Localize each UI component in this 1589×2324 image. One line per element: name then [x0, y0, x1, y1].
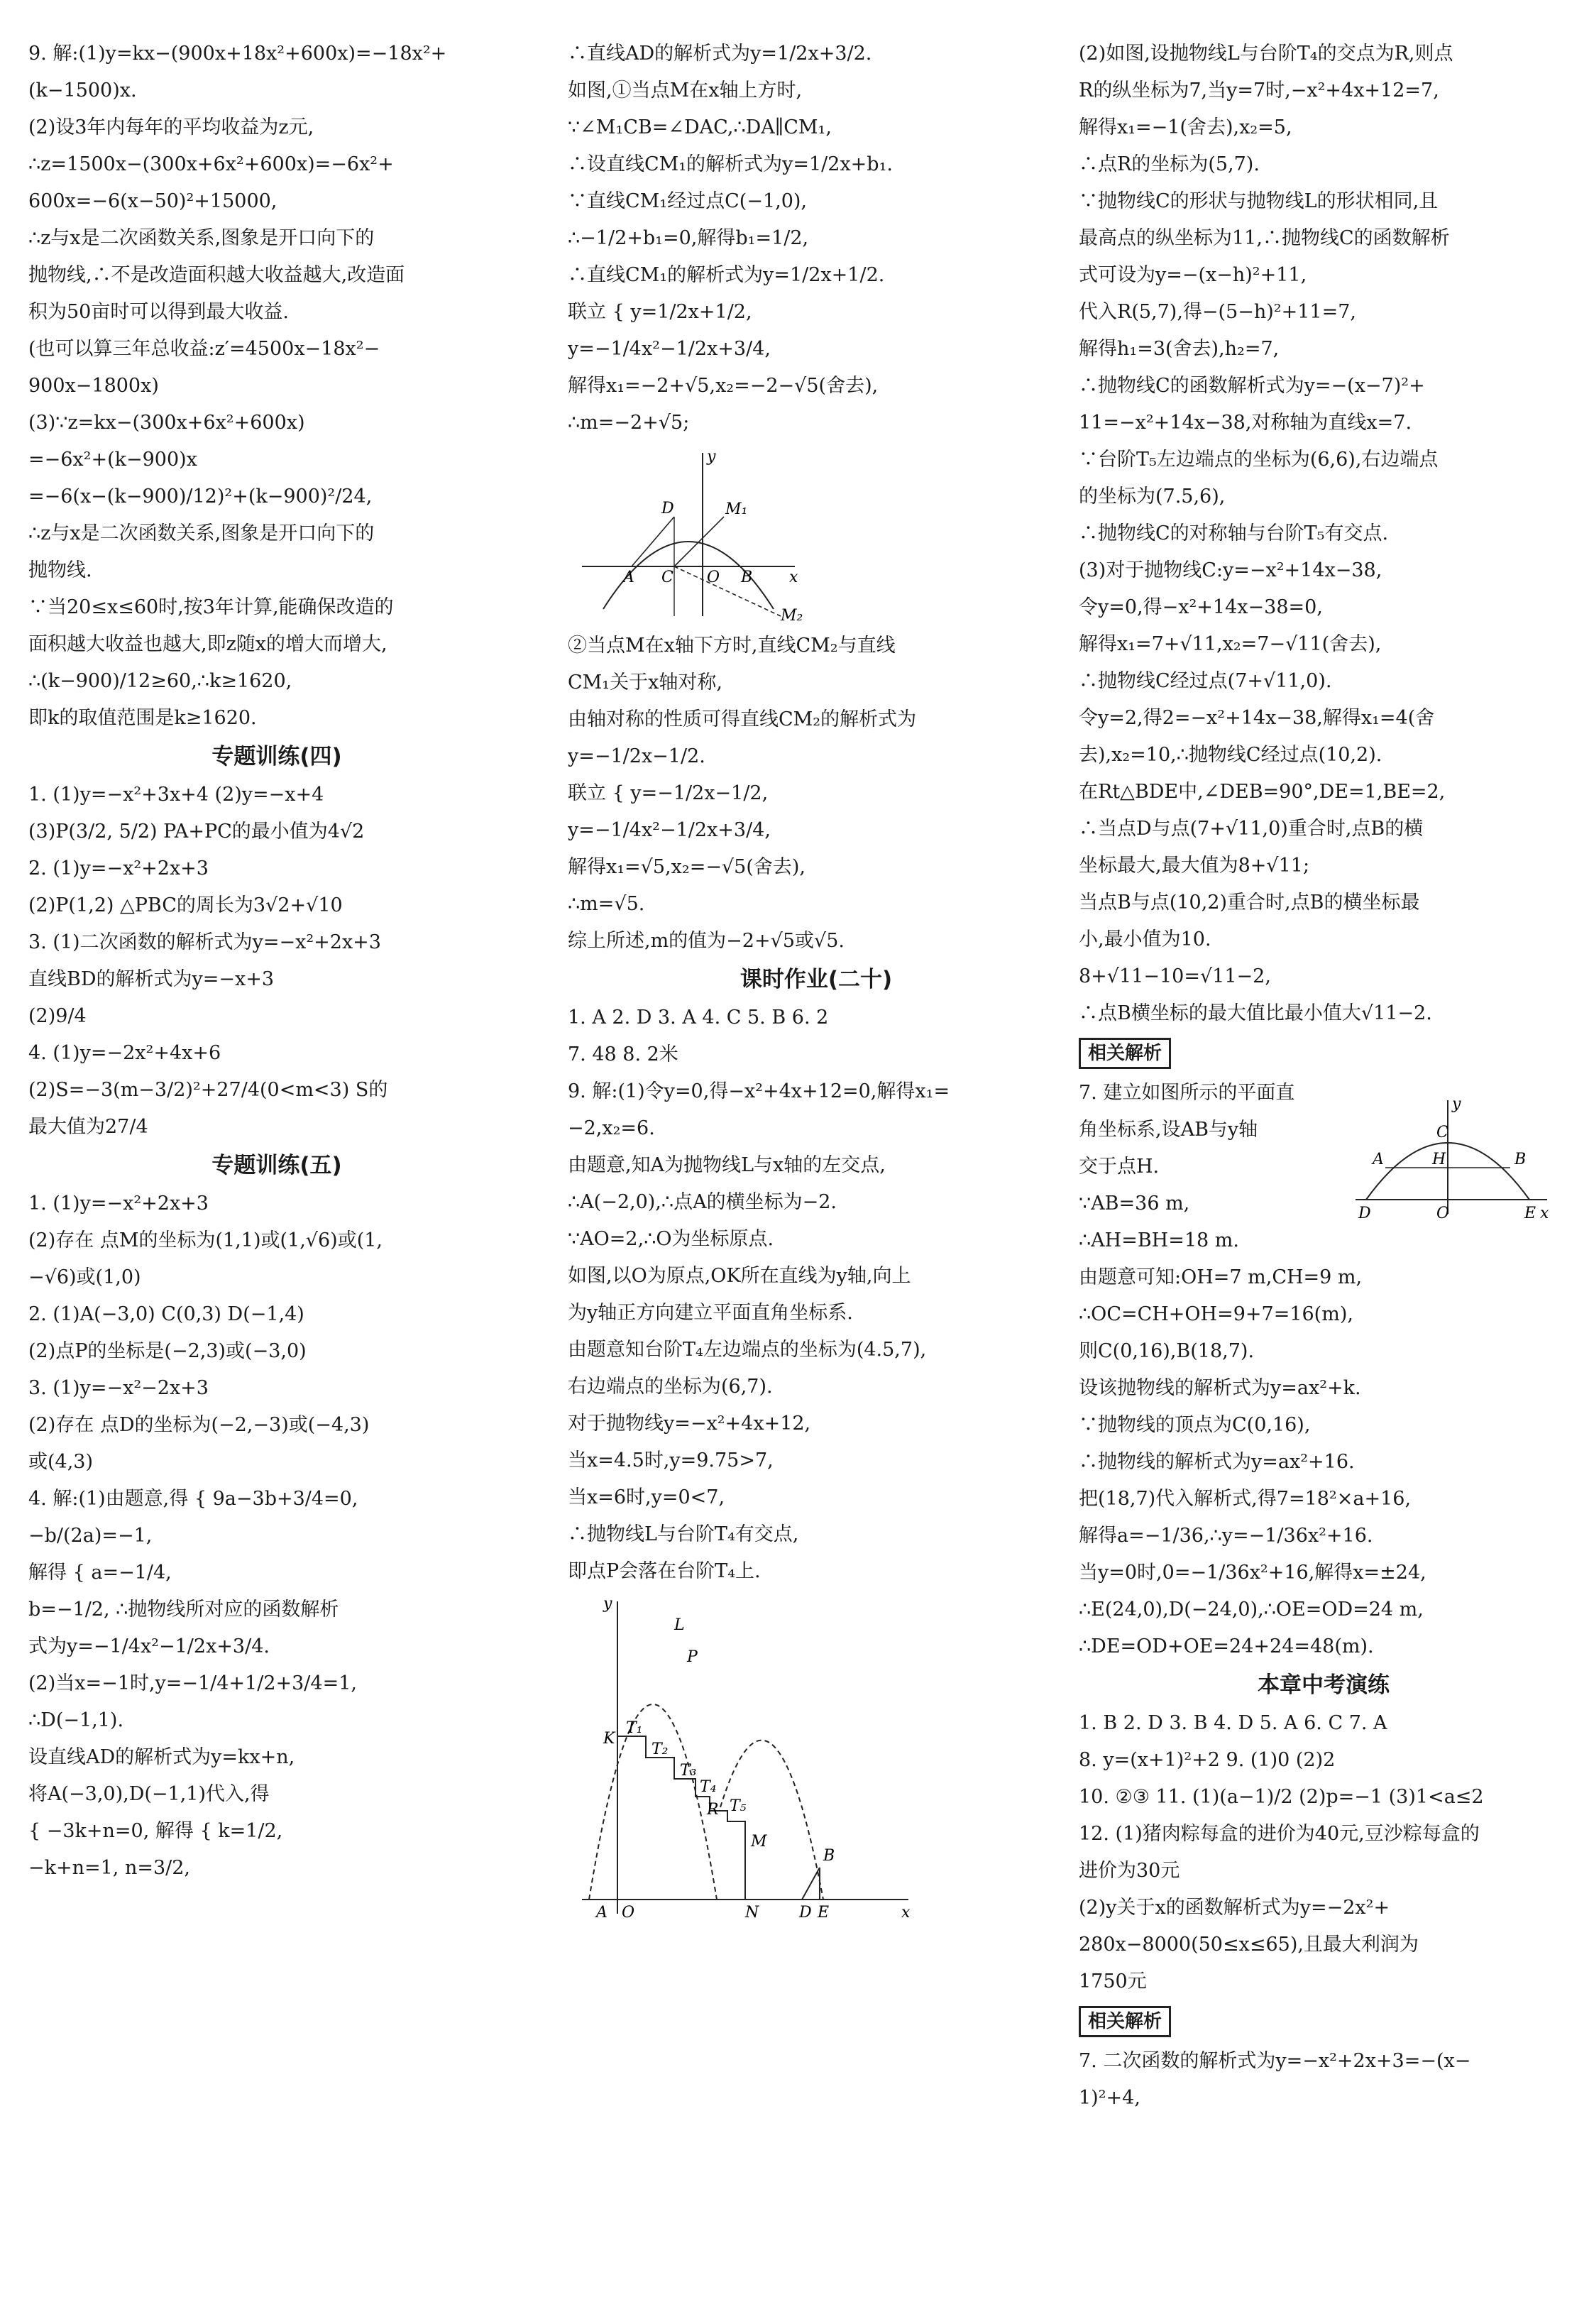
- text-line: 3. (1)y=−x²−2x+3: [28, 1377, 209, 1399]
- section-heading: 本章中考演练: [1258, 1672, 1390, 1698]
- text-line: −2,x₂=6.: [568, 1117, 655, 1139]
- point-o-label: O: [1436, 1205, 1450, 1222]
- text-line: 1)²+4,: [1079, 2087, 1140, 2109]
- text-line: (2)S=−3(m−3/2)²+27/4(0<m<3) S的: [28, 1079, 388, 1101]
- text-line: 角坐标系,设AB与y轴: [1079, 1119, 1258, 1141]
- point-o-label: O: [622, 1904, 635, 1921]
- text-line: (2)9/4: [28, 1005, 87, 1027]
- point-d-label: D: [799, 1904, 812, 1921]
- text-line: =−6x²+(k−900)x: [28, 449, 197, 471]
- text-line: 4. 解:(1)由题意,得 { 9a−3b+3/4=0,: [28, 1488, 358, 1510]
- text-line: ∴抛物线C经过点(7+√11,0).: [1079, 670, 1332, 692]
- point-d-label: D: [1358, 1205, 1371, 1222]
- text-line: ∴设直线CM₁的解析式为y=1/2x+b₁.: [568, 153, 893, 175]
- text-line: 1. A 2. D 3. A 4. C 5. B 6. 2: [568, 1007, 829, 1029]
- text-line: 联立 { y=1/2x+1/2,: [568, 301, 752, 323]
- text-line: 面积越大收益也越大,即z随x的增大而增大,: [28, 633, 387, 655]
- text-line: 最高点的纵坐标为11,∴抛物线C的函数解析: [1079, 227, 1450, 249]
- point-p-label: P: [687, 1648, 698, 1666]
- figure-arch: [1348, 1093, 1554, 1228]
- point-e-label: E: [1524, 1205, 1536, 1222]
- step-t2-label: T₂: [651, 1741, 669, 1758]
- step-t4-label: T₄: [700, 1778, 717, 1796]
- text-line: 进价为30元: [1079, 1860, 1180, 1882]
- text-line: −√6)或(1,0): [28, 1266, 141, 1288]
- text-line: 联立 { y=−1/2x−1/2,: [568, 782, 769, 804]
- text-line: ∵∠M₁CB=∠DAC,∴DA∥CM₁,: [568, 116, 832, 138]
- text-line: ∴OC=CH+OH=9+7=16(m),: [1079, 1303, 1353, 1325]
- text-line: ∴z=1500x−(300x+6x²+600x)=−6x²+: [28, 153, 394, 175]
- step-t3-label: T₃: [680, 1762, 697, 1780]
- text-line: 直线BD的解析式为y=−x+3: [28, 968, 275, 990]
- point-a-label: A: [596, 1904, 607, 1921]
- text-line: 1. B 2. D 3. B 4. D 5. A 6. C 7. A: [1079, 1712, 1387, 1734]
- text-line: 在Rt△BDE中,∠DEB=90°,DE=1,BE=2,: [1079, 781, 1446, 803]
- text-line: 交于点H.: [1079, 1156, 1160, 1178]
- point-k-label: K: [603, 1730, 615, 1748]
- text-line: (2)y关于x的函数解析式为y=−2x²+: [1079, 1897, 1390, 1919]
- text-line: 解得x₁=−1(舍去),x₂=5,: [1079, 116, 1292, 138]
- text-line: 由题意知台阶T₄左边端点的坐标为(4.5,7),: [568, 1339, 927, 1361]
- text-line: (2)当x=−1时,y=−1/4+1/2+3/4=1,: [28, 1672, 357, 1694]
- text-line: ∵抛物线C的形状与抛物线L的形状相同,且: [1079, 190, 1439, 212]
- text-line: 7. 48 8. 2米: [568, 1043, 678, 1065]
- text-line: (也可以算三年总收益:z′=4500x−18x²−: [28, 338, 380, 360]
- text-line: 综上所述,m的值为−2+√5或√5.: [568, 930, 845, 952]
- text-line: 将A(−3,0),D(−1,1)代入,得: [28, 1783, 270, 1805]
- text-line: ∴A(−2,0),∴点A的横坐标为−2.: [568, 1191, 837, 1213]
- text-line: 600x=−6(x−50)²+15000,: [28, 190, 277, 212]
- point-c-label: C: [1436, 1124, 1448, 1141]
- text-line: (3)对于抛物线C:y=−x²+14x−38,: [1079, 559, 1382, 581]
- column-left: [28, 35, 525, 1887]
- text-line: ∴z与x是二次函数关系,图象是开口向下的: [28, 522, 375, 544]
- text-line: y=−1/2x−1/2.: [568, 745, 705, 767]
- text-line: (k−1500)x.: [28, 80, 137, 102]
- text-line: 代入R(5,7),得−(5−h)²+11=7,: [1079, 301, 1356, 323]
- text-line: ∴−1/2+b₁=0,解得b₁=1/2,: [568, 227, 809, 249]
- text-line: 则C(0,16),B(18,7).: [1079, 1340, 1255, 1362]
- text-line: 解得x₁=7+√11,x₂=7−√11(舍去),: [1079, 633, 1382, 655]
- text-line: ∴DE=OD+OE=24+24=48(m).: [1079, 1635, 1374, 1657]
- text-line: 小,最小值为10.: [1079, 928, 1211, 950]
- text-line: ∴E(24,0),D(−24,0),∴OE=OD=24 m,: [1079, 1599, 1424, 1621]
- related-analysis-tag: [1079, 1032, 1568, 1075]
- text-line: 或(4,3): [28, 1451, 94, 1473]
- text-line: 设该抛物线的解析式为y=ax²+k.: [1079, 1377, 1361, 1399]
- text-line: 抛物线,∴不是改造面积越大收益越大,改造面: [28, 264, 405, 286]
- axis-y-label: y: [603, 1595, 612, 1613]
- text-line: 式可设为y=−(x−h)²+11,: [1079, 264, 1307, 286]
- tag-label: 相关解析: [1079, 2006, 1171, 2037]
- point-b-label: B: [741, 569, 753, 586]
- text-line: { −3k+n=0, 解得 { k=1/2,: [28, 1820, 283, 1842]
- text-line: 1750元: [1079, 1971, 1147, 1993]
- text-line: =−6(x−(k−900)/12)²+(k−900)²/24,: [28, 486, 373, 508]
- text-line: 如图,①当点M在x轴上方时,: [568, 80, 803, 102]
- text-line: ∵AO=2,∴O为坐标原点.: [568, 1228, 774, 1250]
- text-line: ∵台阶T₅左边端点的坐标为(6,6),右边端点: [1079, 449, 1439, 471]
- text-line: ∴抛物线的解析式为y=ax²+16.: [1079, 1451, 1355, 1473]
- text-line: (3)∵z=kx−(300x+6x²+600x): [28, 412, 305, 434]
- text-line: 积为50亩时可以得到最大收益.: [28, 301, 289, 323]
- text-line: ②当点M在x轴下方时,直线CM₂与直线: [568, 635, 896, 657]
- point-m1-label: M₁: [725, 500, 748, 518]
- text-line: 当y=0时,0=−1/36x²+16,解得x=±24,: [1079, 1562, 1426, 1584]
- figure-parabola-cm: [568, 446, 809, 623]
- text-line: ∴m=√5.: [568, 893, 645, 915]
- text-line: 当点B与点(10,2)重合时,点B的横坐标最: [1079, 892, 1420, 914]
- text-line: 最大值为27/4: [28, 1116, 148, 1138]
- text-line: ∴(k−900)/12≥60,∴k≥1620,: [28, 670, 292, 692]
- text-line: 式为y=−1/4x²−1/2x+3/4.: [28, 1635, 270, 1657]
- text-line: 解得 { a=−1/4,: [28, 1562, 172, 1584]
- text-line: 当x=6时,y=0<7,: [568, 1486, 725, 1508]
- point-a-label: A: [623, 569, 634, 586]
- text-line: (2)点P的坐标是(−2,3)或(−3,0): [28, 1340, 307, 1362]
- tag-label: 相关解析: [1079, 1038, 1171, 1069]
- text-line: ∴抛物线C的函数解析式为y=−(x−7)²+: [1079, 375, 1425, 397]
- text-line: 当x=4.5时,y=9.75>7,: [568, 1449, 774, 1471]
- point-m-label: M: [751, 1833, 767, 1851]
- text-line: 即k的取值范围是k≥1620.: [28, 707, 257, 729]
- text-line: 即点P会落在台阶T₄上.: [568, 1560, 761, 1582]
- step-t5-label: T₅: [730, 1797, 747, 1815]
- point-a-label: A: [1373, 1151, 1384, 1168]
- text-line: ∴D(−1,1).: [28, 1709, 124, 1731]
- text-line: 10. ②③ 11. (1)(a−1)/2 (2)p=−1 (3)1<a≤2: [1079, 1786, 1484, 1808]
- text-line: 令y=2,得2=−x²+14x−38,解得x₁=4(舍: [1079, 707, 1435, 729]
- text-line: (2)如图,设抛物线L与台阶T₄的交点为R,则点: [1079, 43, 1453, 65]
- section-heading: 专题训练(四): [211, 744, 342, 769]
- text-line: 7. 二次函数的解析式为y=−x²+2x+3=−(x−: [1079, 2050, 1471, 2072]
- point-b-label: B: [1514, 1151, 1527, 1168]
- text-line: ∴z与x是二次函数关系,图象是开口向下的: [28, 227, 375, 249]
- axis-x-label: x: [901, 1904, 911, 1921]
- text-line: 12. (1)猪肉粽每盒的进价为40元,豆沙粽每盒的: [1079, 1823, 1480, 1845]
- text-line: CM₁关于x轴对称,: [568, 672, 722, 694]
- text-line: y=−1/4x²−1/2x+3/4,: [568, 819, 771, 841]
- text-line: 由轴对称的性质可得直线CM₂的解析式为: [568, 708, 917, 730]
- text-line: ∴直线AD的解析式为y=1/2x+3/2.: [568, 43, 872, 65]
- text-line: ∴点R的坐标为(5,7).: [1079, 153, 1260, 175]
- text-line: 如图,以O为原点,OK所在直线为y轴,向上: [568, 1265, 911, 1287]
- point-d-label: D: [661, 500, 674, 517]
- point-b-label: B: [823, 1847, 835, 1865]
- text-line: 3. (1)二次函数的解析式为y=−x²+2x+3: [28, 931, 381, 953]
- text-line: 8+√11−10=√11−2,: [1079, 965, 1271, 987]
- text-line: 去),x₂=10,∴抛物线C经过点(10,2).: [1079, 744, 1382, 766]
- column-right: [1079, 35, 1568, 2117]
- text-line: 设直线AD的解析式为y=kx+n,: [28, 1746, 295, 1768]
- text-line: 2. (1)y=−x²+2x+3: [28, 857, 209, 879]
- section-heading: 专题训练(五): [211, 1153, 342, 1178]
- text-line: ∴抛物线L与台阶T₄有交点,: [568, 1523, 799, 1545]
- text-line: 280x−8000(50≤x≤65),且最大利润为: [1079, 1934, 1419, 1956]
- text-line: 9. 解:(1)y=kx−(900x+18x²+600x)=−18x²+: [28, 43, 447, 65]
- text-line: 900x−1800x): [28, 375, 159, 397]
- text-line: −k+n=1, n=3/2,: [28, 1857, 191, 1879]
- text-line: 由题意可知:OH=7 m,CH=9 m,: [1079, 1266, 1363, 1288]
- text-line: 对于抛物线y=−x²+4x+12,: [568, 1413, 811, 1435]
- text-line: 4. (1)y=−2x²+4x+6: [28, 1042, 221, 1064]
- text-line: 坐标最大,最大值为8+√11;: [1079, 855, 1310, 877]
- section-heading: 课时作业(二十): [739, 967, 893, 992]
- text-line: 解得a=−1/36,∴y=−1/36x²+16.: [1079, 1525, 1373, 1547]
- curve-l-label: L: [674, 1616, 685, 1634]
- axis-y-label: y: [707, 448, 716, 466]
- text-line: 解得h₁=3(舍去),h₂=7,: [1079, 338, 1280, 360]
- axis-y-label: y: [1452, 1095, 1461, 1113]
- step-t1-label: T₁: [626, 1719, 643, 1737]
- point-r-label: R: [707, 1801, 719, 1819]
- text-line: 把(18,7)代入解析式,得7=18²×a+16,: [1079, 1488, 1412, 1510]
- text-line: ∵直线CM₁经过点C(−1,0),: [568, 190, 807, 212]
- text-line: 1. (1)y=−x²+2x+3: [28, 1193, 209, 1215]
- text-line: 右边端点的坐标为(6,7).: [568, 1376, 773, 1398]
- text-line: −b/(2a)=−1,: [28, 1525, 153, 1547]
- text-line: R的纵坐标为7,当y=7时,−x²+4x+12=7,: [1079, 80, 1439, 102]
- text-line: 9. 解:(1)令y=0,得−x²+4x+12=0,解得x₁=: [568, 1080, 950, 1102]
- text-line: (2)设3年内每年的平均收益为z元,: [28, 116, 314, 138]
- point-n-label: N: [745, 1904, 759, 1921]
- figure-stairs: [568, 1594, 923, 1921]
- text-line: (2)P(1,2) △PBC的周长为3√2+√10: [28, 894, 343, 916]
- text-line: (3)P(3/2, 5/2) PA+PC的最小值为4√2: [28, 821, 365, 843]
- text-line: 的坐标为(7.5,6),: [1079, 486, 1226, 508]
- text-line: 1. (1)y=−x²+3x+4 (2)y=−x+4: [28, 784, 324, 806]
- text-line: (2)存在 点M的坐标为(1,1)或(1,√6)或(1,: [28, 1229, 383, 1251]
- related-analysis-tag: [1079, 2000, 1568, 2043]
- point-m2-label: M₂: [781, 607, 803, 623]
- point-h-label: H: [1432, 1151, 1446, 1168]
- text-line: 2. (1)A(−3,0) C(0,3) D(−1,4): [28, 1303, 304, 1325]
- text-line: (2)存在 点D的坐标为(−2,−3)或(−4,3): [28, 1414, 370, 1436]
- text-line: ∴抛物线C的对称轴与台阶T₅有交点.: [1079, 522, 1389, 544]
- text-line: 由题意,知A为抛物线L与x轴的左交点,: [568, 1154, 886, 1176]
- point-c-label: C: [661, 569, 673, 586]
- text-line: ∴AH=BH=18 m.: [1079, 1229, 1239, 1251]
- point-e-label: E: [818, 1904, 830, 1921]
- text-line: 令y=0,得−x²+14x−38=0,: [1079, 596, 1323, 618]
- text-line: 解得x₁=√5,x₂=−√5(舍去),: [568, 856, 806, 878]
- point-o-label: O: [707, 569, 720, 586]
- text-line: 11=−x²+14x−38,对称轴为直线x=7.: [1079, 412, 1412, 434]
- text-line: ∴当点D与点(7+√11,0)重合时,点B的横: [1079, 818, 1424, 840]
- text-line: b=−1/2, ∴抛物线所对应的函数解析: [28, 1599, 339, 1621]
- text-line: ∴直线CM₁的解析式为y=1/2x+1/2.: [568, 264, 885, 286]
- text-line: ∵AB=36 m,: [1079, 1193, 1190, 1215]
- text-line: ∴m=−2+√5;: [568, 412, 690, 434]
- text-line: 为y轴正方向建立平面直角坐标系.: [568, 1302, 853, 1324]
- column-middle: [568, 35, 1065, 1925]
- text-line: 解得x₁=−2+√5,x₂=−2−√5(舍去),: [568, 375, 879, 397]
- text-line: ∴点B横坐标的最大值比最小值大√11−2.: [1079, 1002, 1432, 1024]
- text-line: ∵当20≤x≤60时,按3年计算,能确保改造的: [28, 596, 394, 618]
- text-line: 8. y=(x+1)²+2 9. (1)0 (2)2: [1079, 1749, 1336, 1771]
- text-line: ∵抛物线的顶点为C(0,16),: [1079, 1414, 1311, 1436]
- text-line: 7. 建立如图所示的平面直: [1079, 1082, 1295, 1104]
- text-line: y=−1/4x²−1/2x+3/4,: [568, 338, 771, 360]
- axis-x-label: x: [789, 569, 798, 586]
- text-line: 抛物线.: [28, 559, 92, 581]
- axis-x-label: x: [1540, 1205, 1549, 1222]
